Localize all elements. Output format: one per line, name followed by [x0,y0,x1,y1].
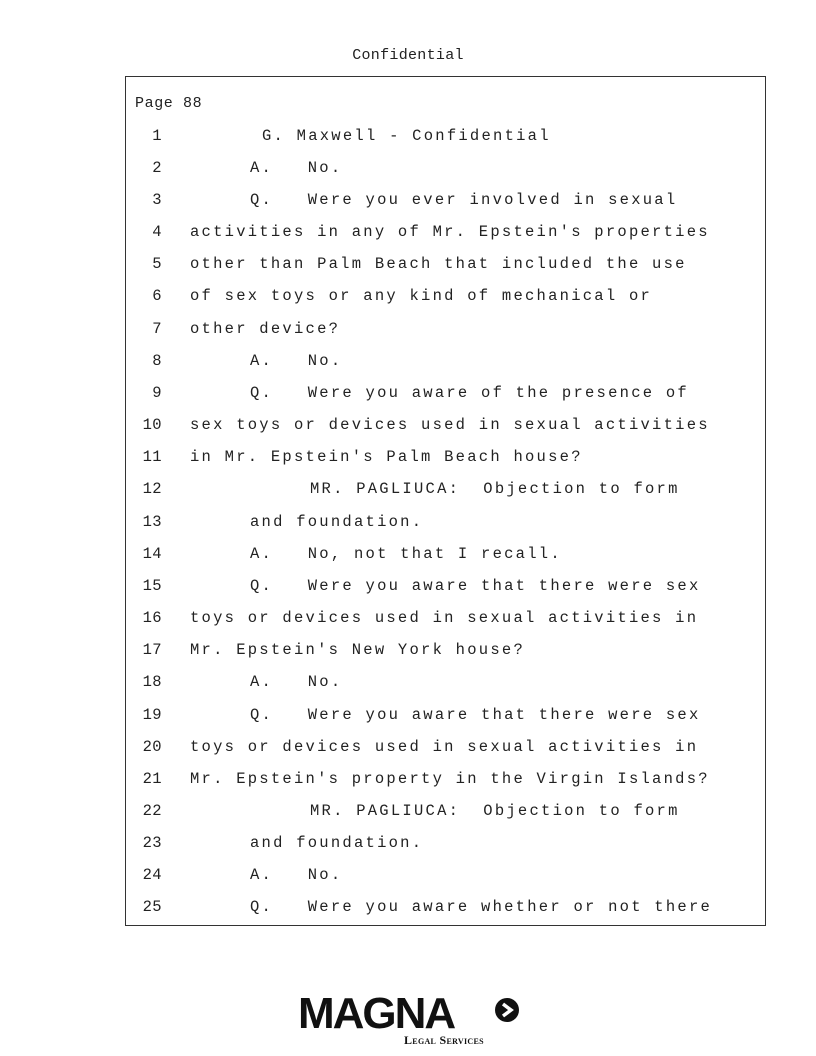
line-text: and foundation. [250,834,424,852]
line-text: of sex toys or any kind of mechanical or [190,287,653,305]
line-text: other than Palm Beach that included the use [190,255,687,273]
line-number: 25 [142,898,162,916]
line-number: 22 [142,802,162,820]
line-number: 18 [142,673,162,691]
line-number: 16 [142,609,162,627]
magna-logo [298,989,524,1048]
line-number: 13 [142,513,162,531]
header-confidential: Confidential [352,47,464,64]
line-text: toys or devices used in sexual activities in [190,609,699,627]
line-text: A. No. [250,866,343,884]
line-text: Q. Were you aware of the presence of [250,384,689,402]
line-number: 9 [152,384,162,402]
logo-name: MAGNA [298,989,455,1038]
line-number: 19 [142,706,162,724]
line-number: 8 [152,352,162,370]
line-text: and foundation. [250,513,424,531]
line-text: sex toys or devices used in sexual activities [190,416,710,434]
line-text: MR. PAGLIUCA: Objection to form [310,802,680,820]
line-text: MR. PAGLIUCA: Objection to form [310,480,680,498]
line-number: 21 [142,770,162,788]
line-number: 5 [152,255,162,273]
line-text: activities in any of Mr. Epstein's properties [190,223,710,241]
logo-tagline: Legal Services [404,1033,484,1047]
line-text: A. No. [250,673,343,691]
line-text: Mr. Epstein's property in the Virgin Islands? [190,770,710,788]
line-number: 10 [142,416,162,434]
line-text: Mr. Epstein's New York house? [190,641,525,659]
line-text: G. Maxwell - Confidential [262,127,551,145]
line-number: 12 [142,480,162,498]
line-number: 2 [152,159,162,177]
line-text: A. No. [250,159,343,177]
line-number: 4 [152,223,162,241]
line-text: Q. Were you ever involved in sexual [250,191,678,209]
line-number: 11 [142,448,162,466]
line-text: other device? [190,320,341,338]
line-text: Q. Were you aware whether or not there [250,898,713,916]
line-number: 7 [152,320,162,338]
line-text: Q. Were you aware that there were sex [250,577,701,595]
line-text: A. No. [250,352,343,370]
line-number: 3 [152,191,162,209]
line-number: 24 [142,866,162,884]
line-number: 14 [142,545,162,563]
line-text: Q. Were you aware that there were sex [250,706,701,724]
line-text: in Mr. Epstein's Palm Beach house? [190,448,583,466]
line-text: A. No, not that I recall. [250,545,562,563]
line-number: 1 [152,127,162,145]
line-number: 23 [142,834,162,852]
line-number: 20 [142,738,162,756]
line-number: 15 [142,577,162,595]
page-number: Page 88 [135,95,203,112]
arrow-circle-icon [494,997,520,1023]
line-number: 17 [142,641,162,659]
line-text: toys or devices used in sexual activities in [190,738,699,756]
line-number: 6 [152,287,162,305]
